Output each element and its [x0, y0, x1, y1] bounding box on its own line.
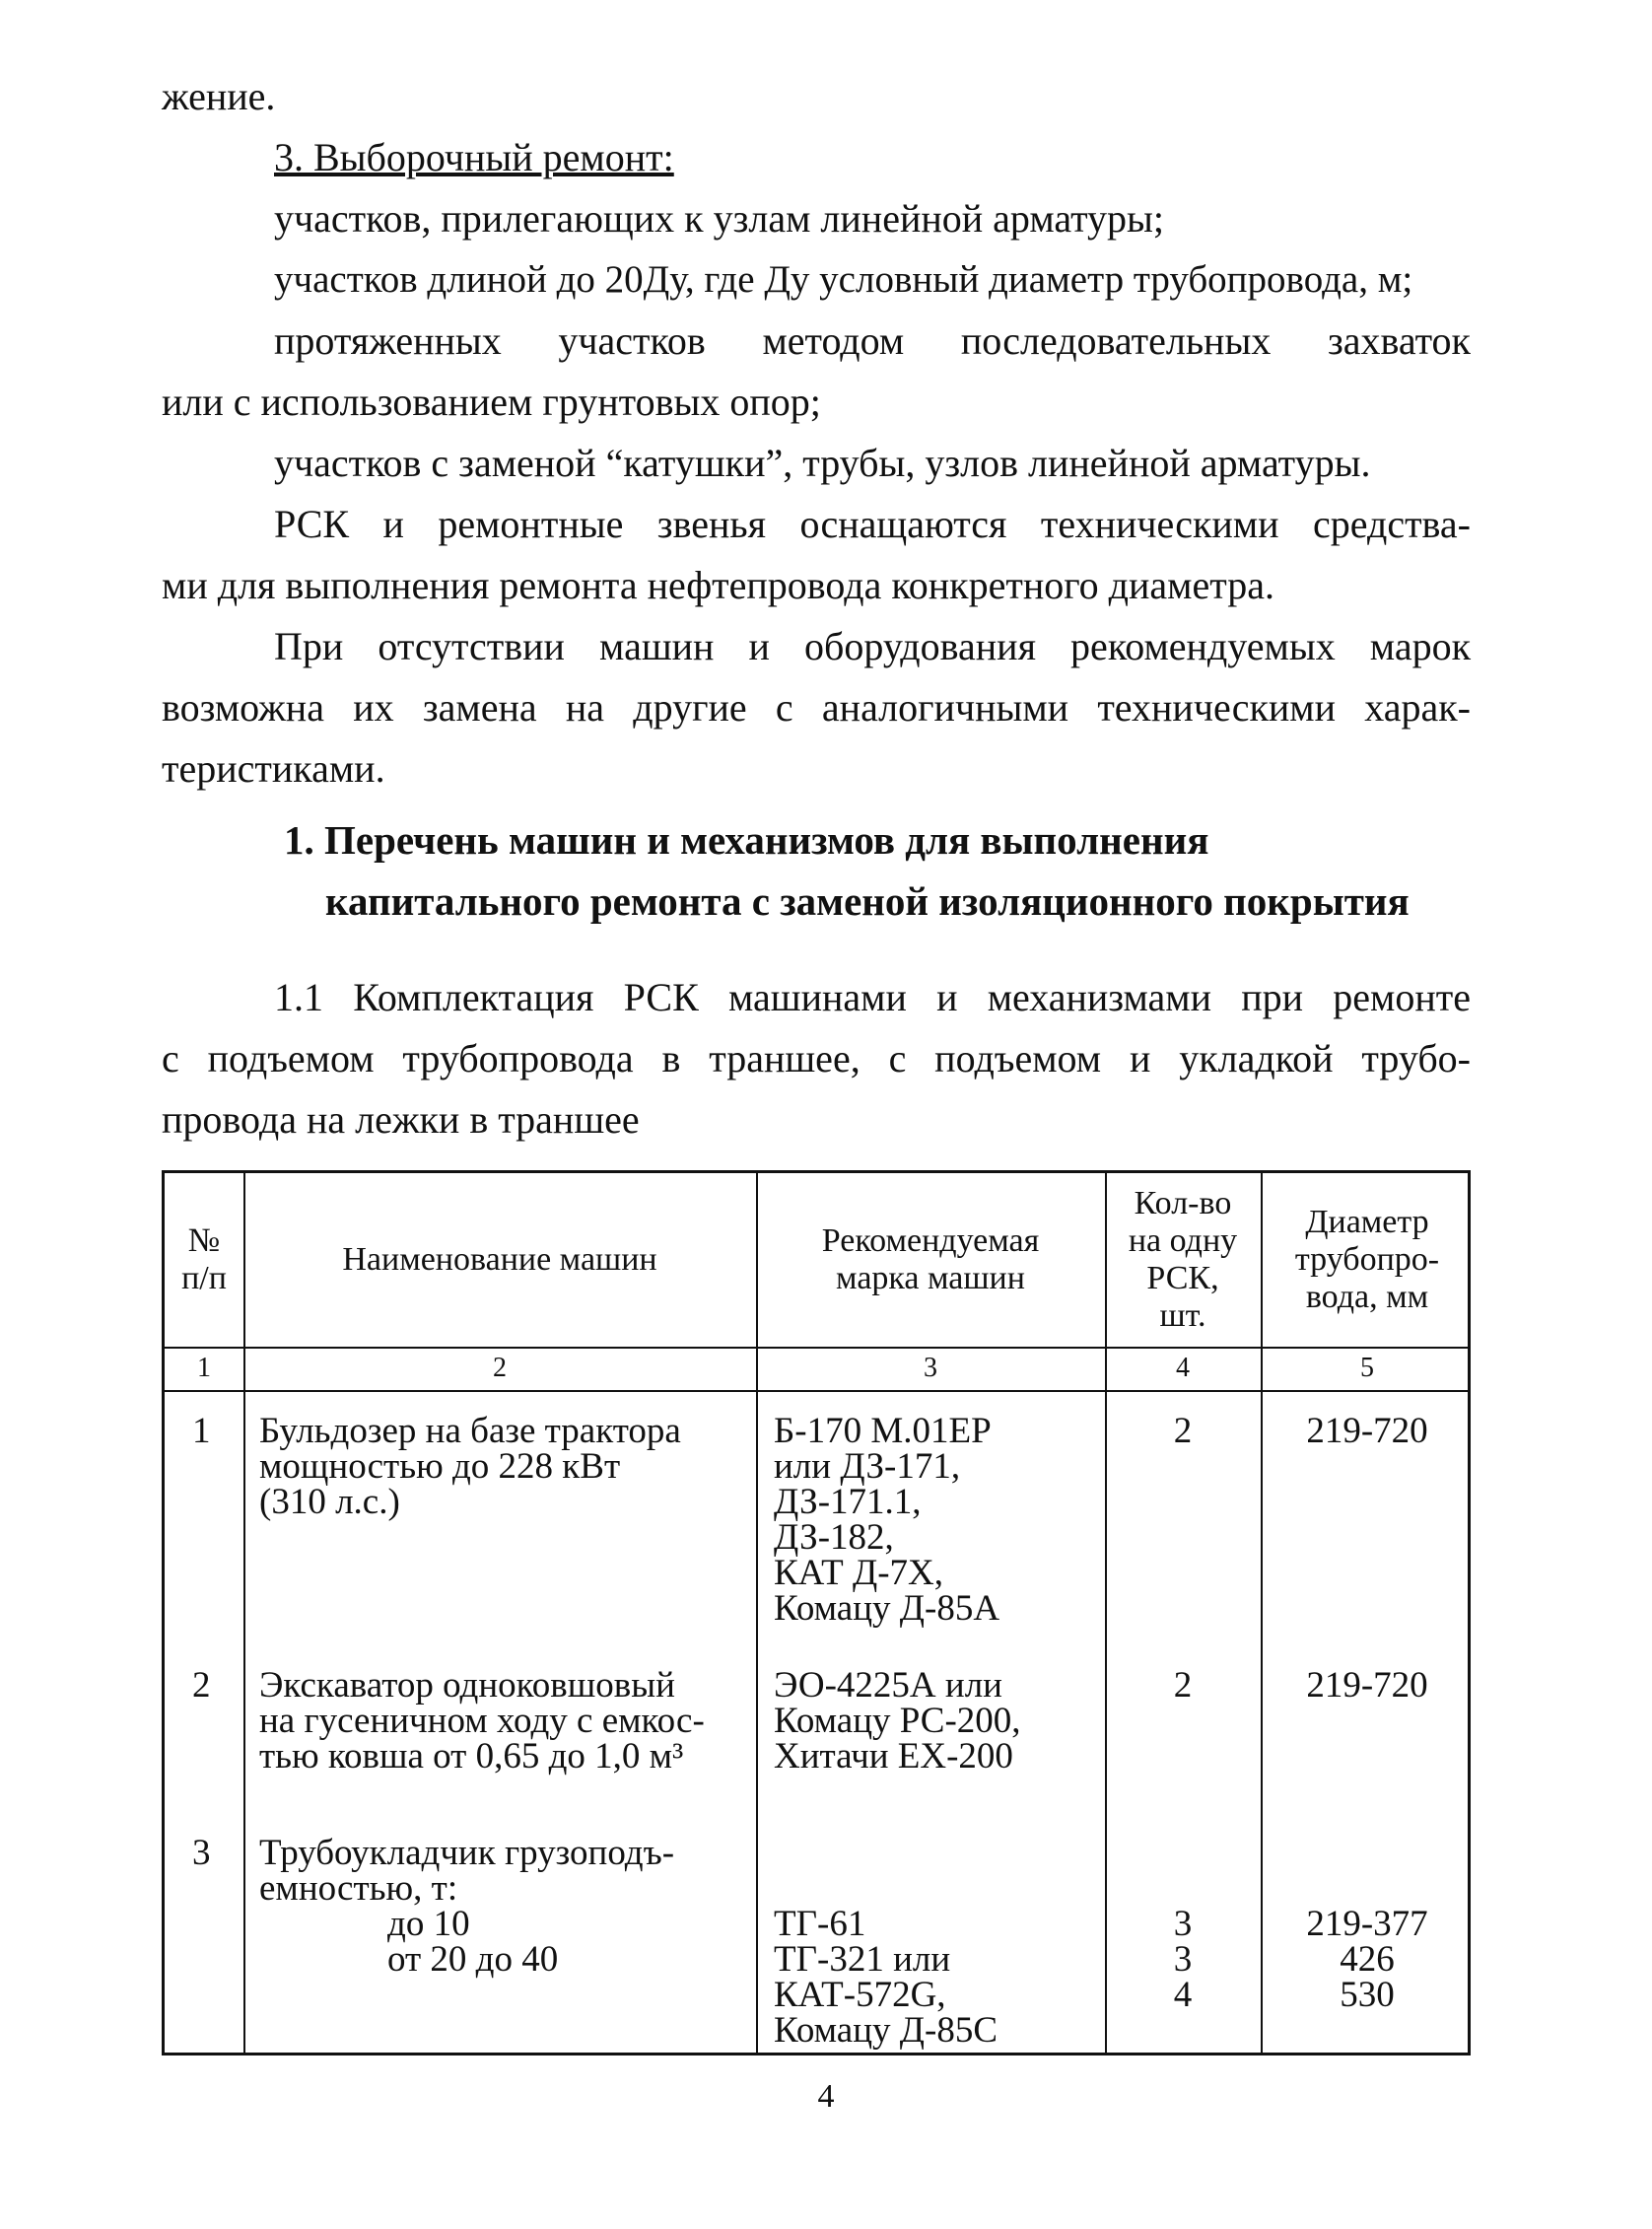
- row-1-diameter: 219-720: [1306, 1411, 1428, 1451]
- section-heading-line-1: 1. Перечень машин и механизмов для выполнения: [284, 817, 1209, 863]
- row-2-brand: ЭО-4225А или Комацу РС-200, Хитачи ЕХ-200: [774, 1665, 1021, 1776]
- text-line: ми для выполнения ремонта нефтепровода конкретного диаметра.: [162, 563, 1274, 607]
- row-2-diameter: 219-720: [1306, 1665, 1428, 1706]
- row-2-name: Экскаватор одноковшовый на гусеничном ходу с емкос- тью ковша от 0,65 до 1,0 м³: [259, 1665, 705, 1776]
- header-machine-name: Наименование машин: [342, 1241, 657, 1278]
- text-line: возможна их замена на другие с аналогичными техническими харак-: [162, 685, 1471, 730]
- subheading-selective-repair: 3. Выборочный ремонт:: [274, 135, 674, 179]
- text-line: При отсутствии машин и оборудования рекомендуемых марок: [274, 624, 1471, 668]
- header-recommended-brand: Рекомендуемая марка машин: [821, 1222, 1040, 1296]
- row-1-brand: Б-170 М.01ЕР или ДЗ-171, ДЗ-171.1, ДЗ-182, КАТ Д-7Х, Комацу Д-85А: [774, 1411, 1000, 1629]
- row-3-number: 3: [192, 1833, 211, 1873]
- row-1-number: 1: [192, 1411, 211, 1451]
- section-heading-line-2: капитального ремонта с заменой изоляционного покрытия: [325, 878, 1410, 924]
- text-line: или с использованием грунтовых опор;: [162, 380, 821, 424]
- text-line: жение.: [162, 74, 276, 118]
- row-2-number: 2: [192, 1665, 211, 1706]
- text-line: протяженных участков методом последовательных захваток: [274, 318, 1471, 363]
- text-line: теристиками.: [162, 746, 385, 791]
- machines-table: [162, 1170, 1471, 2055]
- row-3-quantity: 3 3 4: [1173, 1904, 1193, 2015]
- column-number: 2: [493, 1353, 507, 1383]
- column-number: 3: [924, 1353, 937, 1383]
- text-line: участков длиной до 20Ду, где Ду условный диаметр трубопровода, м;: [274, 258, 1413, 301]
- row-3-name: Трубоукладчик грузоподъ- емностью, т:: [259, 1833, 675, 1909]
- row-1-name: Бульдозер на базе трактора мощностью до 228 кВт (310 л.с.): [259, 1411, 681, 1522]
- column-number: 5: [1360, 1353, 1374, 1383]
- text-line: участков, прилегающих к узлам линейной арматуры;: [274, 196, 1165, 241]
- row-3-diameter: 219-377 426 530: [1306, 1904, 1428, 2015]
- header-pipe-diameter: Диаметр трубопро- вода, мм: [1294, 1204, 1440, 1315]
- header-number: № п/п: [181, 1222, 227, 1296]
- subsection-line-1: 1.1 Комплектация РСК машинами и механизмами при ремонте: [274, 975, 1471, 1019]
- row-3-sub-items: до 10 от 20 до 40: [387, 1904, 559, 1980]
- column-number: 1: [197, 1353, 211, 1383]
- text-line: участков с заменой “катушки”, трубы, узлов линейной арматуры.: [274, 441, 1371, 485]
- header-quantity: Кол-во на одну РСК, шт.: [1128, 1185, 1238, 1334]
- row-2-quantity: 2: [1173, 1665, 1193, 1706]
- subsection-line-2: с подъемом трубопровода в траншее, с подъемом и укладкой трубо-: [162, 1036, 1471, 1080]
- row-3-brand: ТГ-61 ТГ-321 или КАТ-572G, Комацу Д-85С: [774, 1904, 998, 2051]
- row-1-quantity: 2: [1173, 1411, 1193, 1451]
- column-number: 4: [1176, 1353, 1190, 1383]
- text-line: РСК и ремонтные звенья оснащаются техническими средства-: [274, 502, 1471, 546]
- subsection-line-3: провода на лежки в траншее: [162, 1097, 640, 1142]
- page-number: 4: [817, 2078, 835, 2115]
